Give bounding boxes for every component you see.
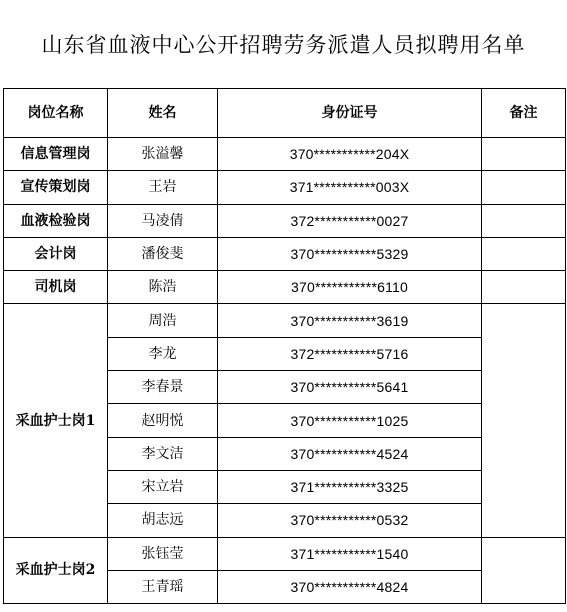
id-number-cell: 370***********5641	[218, 371, 482, 404]
name-cell: 张溢馨	[108, 138, 218, 171]
table-row	[4, 171, 566, 204]
id-number-cell: 370***********4524	[218, 437, 482, 470]
name-cell: 赵明悦	[108, 404, 218, 437]
name-cell: 陈浩	[108, 271, 218, 304]
header-name: 姓名	[108, 89, 218, 138]
note-cell	[482, 204, 566, 237]
document-title: 山东省血液中心公开招聘劳务派遣人员拟聘用名单	[41, 33, 526, 57]
id-number-cell: 371***********1540	[218, 537, 482, 570]
name-cell: 李龙	[108, 337, 218, 370]
id-number-cell: 371***********003X	[218, 171, 482, 204]
name-cell: 潘俊斐	[108, 237, 218, 270]
id-number-cell: 370***********4824	[218, 570, 482, 603]
name-cell: 马凌倩	[108, 204, 218, 237]
post-cell: 宣传策划岗	[4, 171, 108, 204]
table-row	[4, 237, 566, 270]
name-cell: 王青瑶	[108, 570, 218, 603]
post-cell: 采血护士岗1	[4, 304, 108, 537]
name-cell: 宋立岩	[108, 470, 218, 503]
post-cell: 会计岗	[4, 237, 108, 270]
id-number-cell: 370***********5329	[218, 237, 482, 270]
id-number-cell: 370***********6110	[218, 271, 482, 304]
id-number-cell: 370***********204X	[218, 138, 482, 171]
id-number-cell: 370***********1025	[218, 404, 482, 437]
id-number-cell: 370***********0532	[218, 504, 482, 537]
note-cell	[482, 138, 566, 171]
note-cell	[482, 171, 566, 204]
post-cell: 司机岗	[4, 271, 108, 304]
table-header-row	[4, 89, 566, 138]
name-cell: 王岩	[108, 171, 218, 204]
header-id-number: 身份证号	[218, 89, 482, 138]
name-cell: 张钰莹	[108, 537, 218, 570]
id-number-cell: 371***********3325	[218, 470, 482, 503]
id-number-cell: 370***********3619	[218, 304, 482, 337]
post-cell: 血液检验岗	[4, 204, 108, 237]
table-row	[4, 304, 566, 337]
hiring-roster-table	[3, 88, 566, 604]
header-note: 备注	[482, 89, 566, 138]
name-cell: 周浩	[108, 304, 218, 337]
name-cell: 李文洁	[108, 437, 218, 470]
note-cell	[482, 237, 566, 270]
note-cell	[482, 304, 566, 537]
id-number-cell: 372***********0027	[218, 204, 482, 237]
table-row	[4, 271, 566, 304]
note-cell	[482, 537, 566, 604]
post-cell: 采血护士岗2	[4, 537, 108, 604]
header-post: 岗位名称	[4, 89, 108, 138]
table-row	[4, 138, 566, 171]
table-row	[4, 204, 566, 237]
id-number-cell: 372***********5716	[218, 337, 482, 370]
table-row	[4, 537, 566, 570]
name-cell: 胡志远	[108, 504, 218, 537]
name-cell: 李春景	[108, 371, 218, 404]
note-cell	[482, 271, 566, 304]
post-cell: 信息管理岗	[4, 138, 108, 171]
